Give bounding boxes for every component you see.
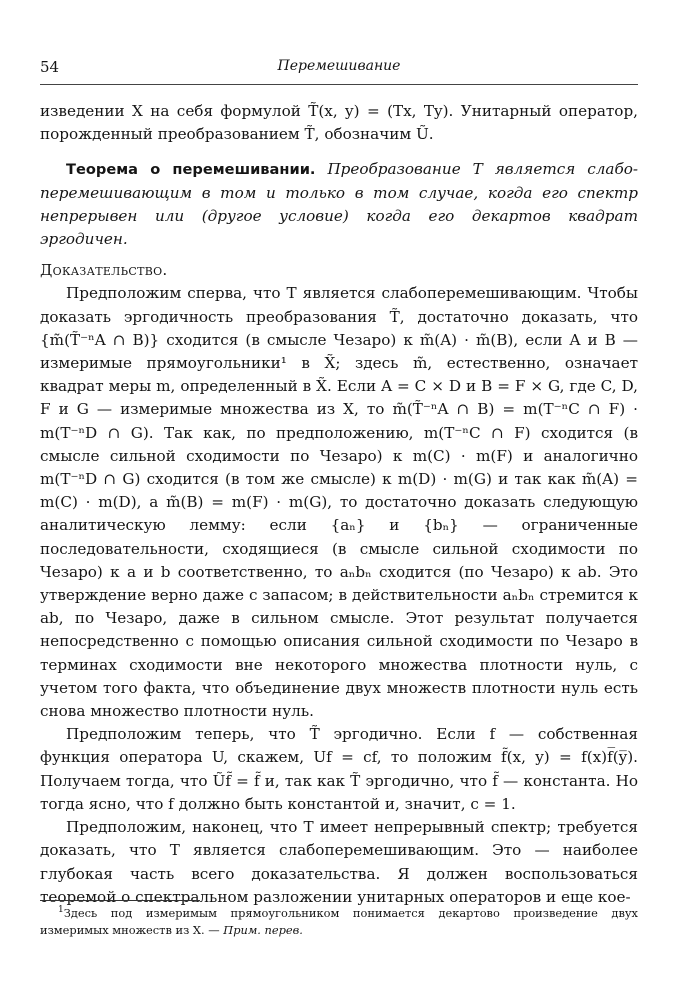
footnote-text: Здесь под измеримым прямоугольником понимается декартово произведение двух измеримых множеств из X. — (40, 906, 638, 937)
proof-paragraph-1: Предположим сперва, что T является слабоперемешивающим. Чтобы доказать эргодичность преобразования T̃, достаточно доказать, что {m̃(T̃⁻ⁿA ∩ B)} сходится (в смысле Чезаро) к m̃(A) · m̃(B), если A и B — измеримые прямоугольники¹ в X̃; здесь m̃, естественно, означает квадрат меры m, определенный в X̃. Если A = C × D и B = F × G, где C, D, F и G — измеримые множества из X, то m̃(T̃⁻ⁿA ∩ B) = m(T⁻ⁿC ∩ F) · m(T⁻ⁿD ∩ G). Так как, по предположению, m(T⁻ⁿC ∩ F) сходится (в смысле сильной сходимости по Чезаро) к m(C) · m(F) и аналогично m(T⁻ⁿD ∩ G) сходится (в том же смысле) к m(D) · m(G) и так как m̃(A) = m(C) · m(D), а m̃(B) = m(F) · m(G), то достаточно доказать следующую аналитическую лемму: если {aₙ} и {bₙ} — ограниченные последовательности, сходящиеся (в смысле сильной сходимости по Чезаро) к a и b соответственно, то aₙbₙ сходится (по Чезаро) к ab. Это утверждение верно даже с запасом; в действительности aₙbₙ стремится к ab, по Чезаро, даже в сильном смысле. Этот результат получается непосредственно с помощью описания сильной сходимости по Чезаро в терминах сходимости вне некоторого множества плотности нуль, с учетом того факта, что объединение двух множеств плотности нуль есть снова множество плотности нуль. (40, 284, 638, 721)
proof-paragraph-2: Предположим теперь, что T̃ эргодично. Если f — собственная функция оператора U, скажем, Uf = cf, то положим f̃(x, y) = f(x)f̅(y̅). Получаем тогда, что Ũf̃ = f̃ и, так как T̃ эргодично, что f̃ — константа. Но тогда ясно, что f должно быть константой и, значит, c = 1. (40, 725, 638, 813)
paragraph-continuation: изведении X на себя формулой T̃(x, y) = (Tx, Ty). Унитарный оператор, порожденный преобразованием T̃, обозначим Ũ. (40, 102, 638, 144)
footnote-attribution: Прим. перев. (223, 923, 303, 937)
footnote-divider (40, 900, 200, 901)
main-text (40, 100, 638, 909)
theorem-title: Теорема о перемешивании. (66, 161, 316, 179)
theorem-body: Преобразование T является слабо-перемешивающим в том и только в том случае, когда его спектр непрерывен или (другое условие) когда его декартов квадрат эргодичен. (40, 160, 639, 249)
page-header (40, 58, 638, 85)
footnote (40, 905, 638, 939)
proof-paragraph-3: Предположим, наконец, что T имеет непрерывный спектр; требуется доказать, что T является слабоперемешивающим. Это — наиболее глубокая часть всего доказательства. Я должен воспользоваться теоремой о спектральном разложении унитарных операторов и еще кое- (40, 818, 638, 906)
running-title: Перемешивание (277, 58, 401, 74)
proof-label: Доказательство. (40, 261, 168, 280)
footnote-mark: 1 (58, 905, 64, 916)
theorem-statement (40, 158, 638, 251)
page-number: 54 (40, 58, 60, 76)
